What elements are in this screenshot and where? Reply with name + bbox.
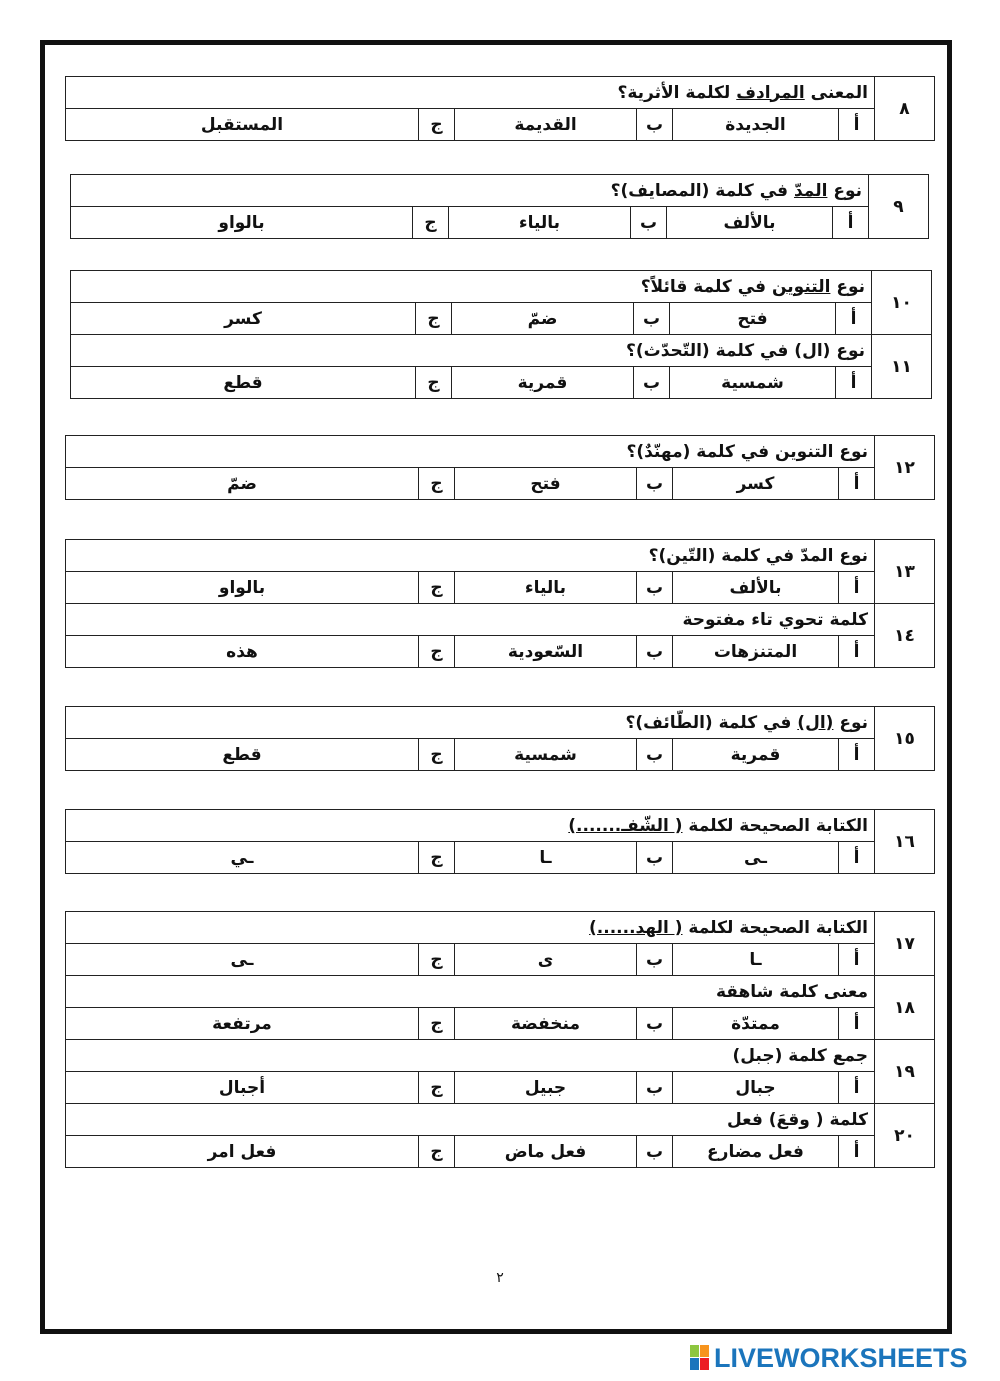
answer-option[interactable]: أجبال [65,1072,418,1104]
option-letter: ج [419,842,455,874]
options-row [70,303,931,335]
answer-option[interactable]: هذه [66,636,419,668]
question-group [66,76,935,140]
question-table [65,435,935,500]
answer-option[interactable]: فتح [670,303,836,335]
question-stem [65,707,874,739]
stem-text: نوع (ال) في كلمة (التّحدّث)؟ [625,340,865,361]
option-letter: ج [416,303,452,335]
option-letter: ج [419,739,455,771]
question-group [66,706,935,770]
answer-option[interactable]: قمرية [452,367,634,399]
question-row [65,1040,934,1072]
option-letter: ب [637,1072,673,1104]
option-letter: ب [637,636,673,668]
option-letter: ب [637,739,673,771]
stem-underlined: المرادف [736,82,805,103]
answer-option[interactable]: فعل ماض [455,1136,637,1168]
question-row [65,77,934,109]
option-letter: ب [634,367,670,399]
question-group [66,911,935,1167]
answer-option[interactable]: بالياء [455,572,637,604]
option-letter: أ [833,207,869,239]
answer-option[interactable]: ممتدّة [673,1008,839,1040]
answer-option[interactable]: بالواو [70,207,412,239]
answer-option[interactable]: بالألف [667,207,833,239]
question-number: ١١ [872,335,932,399]
question-row [65,976,934,1008]
option-letter: ج [419,1008,455,1040]
option-letter: ج [419,636,455,668]
option-letter: ج [413,207,449,239]
liveworksheets-logo [690,1342,968,1374]
options-row [65,842,934,874]
question-stem [65,77,874,109]
option-letter: ج [419,109,455,141]
option-letter: ب [637,842,673,874]
option-letter: ب [637,109,673,141]
question-table [70,174,929,239]
answer-option[interactable]: جبال [673,1072,839,1104]
page-number: ٢ [496,1270,504,1286]
stem-text: نوع [833,712,868,733]
question-number: ١٦ [875,810,935,874]
question-number: ٢٠ [875,1104,935,1168]
question-row [66,540,935,572]
stem-underlined: التنوين [771,276,831,297]
answer-option[interactable]: المتنزهات [673,636,839,668]
question-row [65,707,934,739]
stem-text: المعنى [804,82,868,103]
stem-underlined: ( الهد......) [589,917,683,938]
logo-text: LIVEWORKSHEETS [714,1342,968,1373]
answer-option[interactable]: منخفضة [455,1008,637,1040]
option-letter: ج [419,572,455,604]
options-row [65,109,934,141]
answer-option[interactable]: الجديدة [673,109,839,141]
stem-text: الكتابة الصحيحة لكلمة [682,815,868,836]
answer-option[interactable]: بالواو [66,572,419,604]
question-stem [65,912,874,944]
stem-text-end: لكلمة الأثرية؟ [617,82,737,103]
option-letter: أ [836,367,872,399]
question-stem [65,1104,874,1136]
stem-text-end: في كلمة قائلاً؟ [640,276,772,297]
option-letter: ج [419,944,455,976]
option-letter: ج [419,1136,455,1168]
question-number: ١٠ [872,271,932,335]
question-row [65,810,934,842]
options-row [70,367,931,399]
answer-option[interactable]: ـى [65,944,418,976]
answer-option[interactable]: قطع [65,739,418,771]
option-letter: ج [419,468,455,500]
question-stem [66,540,875,572]
question-group [71,174,929,238]
option-letter: ب [637,468,673,500]
answer-option[interactable]: جبيل [455,1072,637,1104]
option-letter: أ [836,303,872,335]
answer-option[interactable]: مرتفعة [65,1008,418,1040]
logo-icon [690,1345,710,1371]
question-row [66,604,935,636]
answer-option[interactable]: بالياء [449,207,631,239]
question-stem [70,271,871,303]
option-letter: أ [839,1072,875,1104]
answer-option[interactable]: ضمّ [66,468,419,500]
question-table [65,809,935,874]
question-row [65,912,934,944]
question-row [70,335,931,367]
answer-option[interactable]: فتح [455,468,637,500]
stem-text: نوع المدّ في كلمة (التّين)؟ [648,545,868,566]
stem-underlined: ( الشّفـ.......) [568,815,683,836]
options-row [65,739,934,771]
option-letter: أ [839,636,875,668]
question-group [66,539,935,667]
question-stem [66,436,875,468]
question-number: ١٤ [875,604,935,668]
answer-option[interactable]: شمسية [455,739,637,771]
question-stem [66,604,875,636]
answer-option[interactable]: ى [455,944,637,976]
question-row [70,271,931,303]
option-letter: ج [416,367,452,399]
stem-underlined: (ال) [797,712,834,733]
option-letter: أ [839,944,875,976]
stem-text: نوع التنوين في كلمة (مهنّدٌ)؟ [626,441,868,462]
option-letter: ب [631,207,667,239]
stem-text: كلمة ( وقعَ) فعل [726,1109,868,1130]
options-row [66,468,935,500]
answer-option[interactable]: فعل مضارع [673,1136,839,1168]
option-letter: ب [637,572,673,604]
question-number: ٩ [869,175,929,239]
question-number: ١٢ [875,436,935,500]
question-row [66,436,935,468]
option-letter: أ [839,739,875,771]
stem-text: جمع كلمة (جبل) [732,1045,868,1066]
question-table [65,706,935,771]
answer-option[interactable]: شمسية [670,367,836,399]
question-stem [70,175,868,207]
answer-option[interactable]: القديمة [455,109,637,141]
stem-text-end: في كلمة (المصايف)؟ [610,180,794,201]
question-number: ٨ [875,77,935,141]
answer-option[interactable]: ضمّ [452,303,634,335]
option-letter: أ [839,572,875,604]
question-number: ١٣ [875,540,935,604]
question-stem [65,810,874,842]
answer-option[interactable]: السّعودية [455,636,637,668]
option-letter: ج [419,1072,455,1104]
answer-option[interactable]: كسر [673,468,839,500]
options-row [65,1008,934,1040]
option-letter: أ [839,109,875,141]
question-table [65,76,935,141]
answer-option[interactable]: المستقبل [65,109,418,141]
stem-text: معنى كلمة شاهقة [715,981,868,1002]
answer-option[interactable]: ـي [65,842,418,874]
option-letter: ب [637,1136,673,1168]
question-table [65,539,935,668]
question-stem [65,1040,874,1072]
question-group [71,270,932,398]
question-table [70,270,932,399]
option-letter: ب [634,303,670,335]
option-letter: أ [839,1136,875,1168]
option-letter: أ [839,842,875,874]
answer-option[interactable]: ـا [455,842,637,874]
options-row [65,944,934,976]
question-number: ١٨ [875,976,935,1040]
question-number: ١٧ [875,912,935,976]
option-letter: ب [637,944,673,976]
stem-text: الكتابة الصحيحة لكلمة [682,917,868,938]
answer-option[interactable]: فعل امر [65,1136,418,1168]
options-row [65,1136,934,1168]
answer-option[interactable]: قمرية [673,739,839,771]
answer-option[interactable]: كسر [70,303,415,335]
options-row [65,1072,934,1104]
stem-text-end: في كلمة (الطّائف)؟ [625,712,798,733]
options-row [66,636,935,668]
stem-text: نوع [827,180,862,201]
stem-text: كلمة تحوي تاء مفتوحة [682,609,868,630]
question-group [66,435,935,499]
question-number: ١٥ [875,707,935,771]
answer-option[interactable]: قطع [70,367,415,399]
question-row [70,175,928,207]
answer-option[interactable]: ـا [673,944,839,976]
option-letter: ب [637,1008,673,1040]
question-number: ١٩ [875,1040,935,1104]
option-letter: أ [839,468,875,500]
stem-underlined: المدّ [793,180,828,201]
option-letter: أ [839,1008,875,1040]
question-row [65,1104,934,1136]
answer-option[interactable]: بالألف [673,572,839,604]
options-row [70,207,928,239]
stem-text: نوع [830,276,865,297]
answer-option[interactable]: ـى [673,842,839,874]
question-group [66,809,935,873]
options-row [66,572,935,604]
question-stem [65,976,874,1008]
question-table [65,911,935,1168]
question-stem [70,335,871,367]
